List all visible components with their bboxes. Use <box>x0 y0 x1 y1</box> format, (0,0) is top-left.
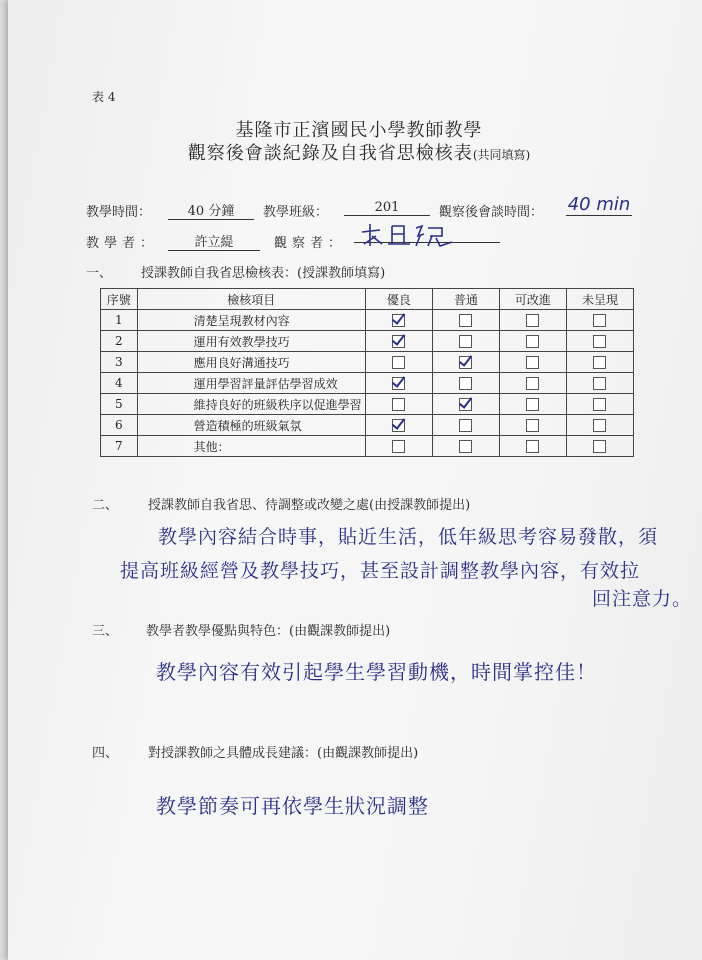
checkbox[interactable] <box>593 314 606 327</box>
teacher-label: 教學者： <box>86 236 159 251</box>
section3-answer: 教學內容有效引起學生學習動機，時間掌控佳！ <box>156 660 597 684</box>
rating-cell <box>365 394 432 415</box>
rating-cell <box>566 436 633 457</box>
rating-cell <box>432 394 499 415</box>
col-header-not-shown: 未呈現 <box>566 289 633 310</box>
col-header-average: 普通 <box>432 289 499 310</box>
checkbox[interactable] <box>593 398 606 411</box>
rating-cell <box>499 394 566 415</box>
table-row <box>101 352 634 373</box>
checkbox[interactable] <box>593 356 606 369</box>
checked-checkbox[interactable] <box>459 356 472 369</box>
row-number: 6 <box>101 415 138 436</box>
section2-answer-line3: 回注意力。 <box>592 588 693 610</box>
checkbox[interactable] <box>593 335 606 348</box>
row-item: 營造積極的班級氣氛 <box>137 415 365 436</box>
checkbox[interactable] <box>526 314 539 327</box>
checkbox[interactable] <box>459 377 472 390</box>
section2-answer-line1: 教學內容結合時事，貼近生活，低年級思考容易發散，須 <box>158 526 659 548</box>
form-title-line2 <box>8 139 702 165</box>
row-number: 2 <box>101 331 138 352</box>
rating-cell <box>365 352 432 373</box>
rating-cell <box>566 331 633 352</box>
checkbox[interactable] <box>526 356 539 369</box>
rating-cell <box>499 352 566 373</box>
checkbox[interactable] <box>392 440 405 453</box>
rating-cell <box>432 310 499 331</box>
checkbox[interactable] <box>459 314 472 327</box>
col-header-excellent: 優良 <box>365 289 432 310</box>
teaching-time-value: 40 分鐘 <box>168 200 254 220</box>
checked-checkbox[interactable] <box>459 398 472 411</box>
table-header-row <box>101 289 634 310</box>
rating-cell <box>432 352 499 373</box>
checkbox[interactable] <box>459 419 472 432</box>
teacher-value: 許立緹 <box>168 231 260 251</box>
section2-number: 二、 <box>92 498 119 513</box>
form-number: 表 4 <box>92 90 116 104</box>
checkbox[interactable] <box>526 335 539 348</box>
section1-title: 授課教師自我省思檢核表：(授課教師填寫) <box>141 266 386 281</box>
row-item: 清楚呈現教材內容 <box>137 310 365 331</box>
col-header-item: 檢核項目 <box>137 289 365 310</box>
col-header-no: 序號 <box>101 289 138 310</box>
class-value: 201 <box>344 200 430 216</box>
rating-cell <box>365 310 432 331</box>
checkbox[interactable] <box>526 377 539 390</box>
rating-cell <box>499 436 566 457</box>
teaching-time-label: 教學時間： <box>86 205 152 220</box>
rating-cell <box>432 373 499 394</box>
self-check-table <box>100 288 634 457</box>
checkbox[interactable] <box>593 419 606 432</box>
section3-number: 三、 <box>92 624 119 639</box>
checked-checkbox[interactable] <box>392 419 405 432</box>
checkbox[interactable] <box>392 398 405 411</box>
checked-checkbox[interactable] <box>392 314 405 327</box>
section3-title: 教學者教學優點與特色：(由觀課教師提出) <box>146 624 391 639</box>
table-row <box>101 394 634 415</box>
class-label: 教學班級： <box>263 205 329 220</box>
checked-checkbox[interactable] <box>392 377 405 390</box>
observer-signature <box>358 222 458 248</box>
form-title-main: 觀察後會談紀錄及自我省思檢核表 <box>187 143 473 164</box>
checkbox[interactable] <box>593 440 606 453</box>
row-item: 其他： <box>137 436 365 457</box>
rating-cell <box>566 415 633 436</box>
debrief-time-value: 40 min <box>567 194 631 215</box>
rating-cell <box>365 373 432 394</box>
section4-title: 對授課教師之具體成長建議：(由觀課教師提出) <box>148 746 419 761</box>
col-header-improvable: 可改進 <box>499 289 566 310</box>
rating-cell <box>566 310 633 331</box>
checkbox[interactable] <box>526 419 539 432</box>
checkbox[interactable] <box>459 335 472 348</box>
row-item: 維持良好的班級秩序以促進學習 <box>137 394 365 415</box>
section2-title: 授課教師自我省思、待調整或改變之處(由授課教師提出) <box>148 498 471 513</box>
rating-cell <box>365 415 432 436</box>
table-row <box>101 436 634 457</box>
section4-number: 四、 <box>92 746 119 761</box>
row-number: 1 <box>101 310 138 331</box>
rating-cell <box>566 352 633 373</box>
rating-cell <box>499 415 566 436</box>
rating-cell <box>566 394 633 415</box>
form-title-line1: 基隆市正濱國民小學教師教學 <box>235 120 483 141</box>
table-row <box>101 373 634 394</box>
observer-label: 觀察者： <box>274 236 347 251</box>
checkbox[interactable] <box>526 440 539 453</box>
checkbox[interactable] <box>459 440 472 453</box>
row-item: 運用有效教學技巧 <box>137 331 365 352</box>
rating-cell <box>499 310 566 331</box>
checked-checkbox[interactable] <box>392 335 405 348</box>
form-paper <box>8 0 702 960</box>
section1-number: 一、 <box>86 266 113 281</box>
rating-cell <box>365 436 432 457</box>
table-row <box>101 310 634 331</box>
debrief-time-label: 觀察後會談時間： <box>439 205 544 220</box>
rating-cell <box>499 373 566 394</box>
table-row <box>101 415 634 436</box>
rating-cell <box>365 331 432 352</box>
rating-cell <box>566 373 633 394</box>
table-row <box>101 331 634 352</box>
rating-cell <box>432 436 499 457</box>
rating-cell <box>499 331 566 352</box>
row-number: 3 <box>101 352 138 373</box>
rating-cell <box>432 415 499 436</box>
section2-answer-line2: 提高班級經營及教學技巧，甚至設計調整教學內容，有效拉 <box>120 560 641 582</box>
checkbox[interactable] <box>526 398 539 411</box>
form-title-note: (共同填寫) <box>472 148 531 162</box>
section4-answer: 教學節奏可再依學生狀況調整 <box>156 794 429 818</box>
checkbox[interactable] <box>593 377 606 390</box>
row-item: 運用學習評量評估學習成效 <box>137 373 365 394</box>
row-number: 4 <box>101 373 138 394</box>
row-item: 應用良好溝通技巧 <box>137 352 365 373</box>
checkbox[interactable] <box>392 356 405 369</box>
row-number: 5 <box>101 394 138 415</box>
rating-cell <box>432 331 499 352</box>
row-number: 7 <box>101 436 138 457</box>
